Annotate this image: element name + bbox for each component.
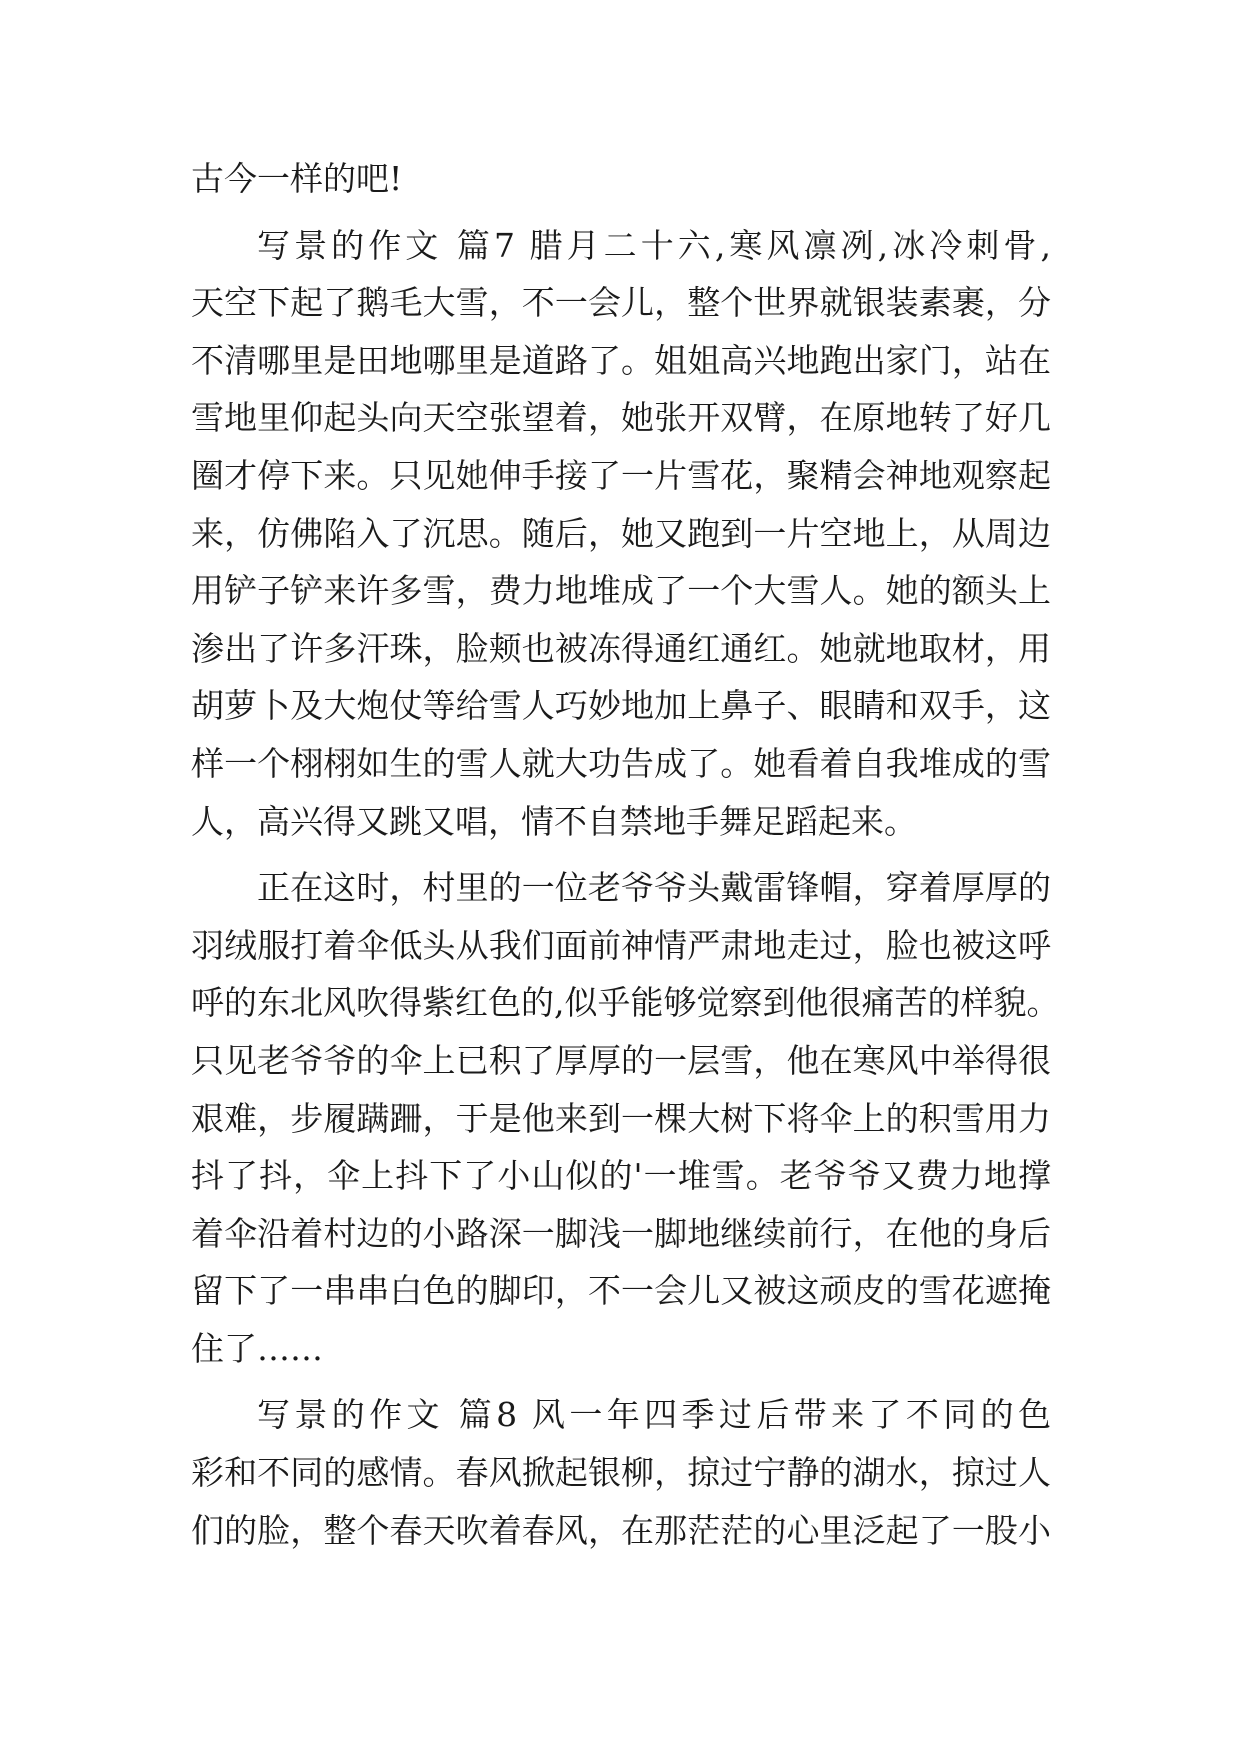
text-line: 人，高兴得又跳又唱，情不自禁地手舞足蹈起来。: [191, 801, 917, 841]
section-heading-line: 写景的作文 篇8 风一年四季过后带来了不同的色: [257, 1395, 1051, 1435]
text-line: 彩和不同的感情。春风掀起银柳，掠过宁静的湖水，掠过人: [191, 1453, 1051, 1493]
text-line: 来，仿佛陷入了沉思。随后，她又跑到一片空地上，从周边: [191, 513, 1051, 553]
text-line: 抖了抖，伞上抖下了小山似的'一堆雪。老爷爷又费力地撑: [191, 1156, 1051, 1196]
text-line: 样一个栩栩如生的雪人就大功告成了。她看着自我堆成的雪: [191, 743, 1051, 783]
text-line: 用铲子铲来许多雪，费力地堆成了一个大雪人。她的额头上: [191, 571, 1051, 611]
document-body: [191, 150, 1060, 1559]
text-line: 羽绒服打着伞低头从我们面前神情严肃地走过，脸也被这呼: [191, 925, 1051, 965]
text-line: 艰难，步履蹒跚，于是他来到一棵大树下将伞上的积雪用力: [191, 1098, 1051, 1138]
text-line: 圈才停下来。只见她伸手接了一片雪花，聚精会神地观察起: [191, 455, 1051, 495]
section-heading-line: 写景的作文 篇7 腊月二十六,寒风凛冽,冰冷刺骨,: [257, 225, 1051, 265]
text-line: 古今一样的吧!: [191, 159, 403, 198]
text-line: 留下了一串串白色的脚印，不一会儿又被这顽皮的雪花遮掩: [191, 1271, 1051, 1311]
text-line: 不清哪里是田地哪里是道路了。姐姐高兴地跑出家门，站在: [191, 340, 1051, 380]
text-line: 天空下起了鹅毛大雪，不一会儿，整个世界就银装素裹，分: [191, 283, 1051, 323]
text-line: 们的脸，整个春天吹着春风，在那茫茫的心里泛起了一股小: [191, 1510, 1051, 1550]
text-line: 渗出了许多汗珠，脸颊也被冻得通红通红。她就地取材，用: [191, 628, 1051, 668]
text-line: 呼的东北风吹得紫红色的,似乎能够觉察到他很痛苦的样貌。: [191, 983, 1060, 1023]
text-line: 住了……: [191, 1328, 323, 1368]
text-line: 着伞沿着村边的小路深一脚浅一脚地继续前行，在他的身后: [191, 1213, 1051, 1253]
paragraph-first-line: 正在这时，村里的一位老爷爷头戴雷锋帽，穿着厚厚的: [257, 868, 1051, 908]
text-line: 胡萝卜及大炮仗等给雪人巧妙地加上鼻子、眼睛和双手，这: [191, 686, 1051, 726]
text-line: 雪地里仰起头向天空张望着，她张开双臂，在原地转了好几: [191, 398, 1051, 438]
text-line: 只见老爷爷的伞上已积了厚厚的一层雪，他在寒风中举得很: [191, 1040, 1051, 1080]
